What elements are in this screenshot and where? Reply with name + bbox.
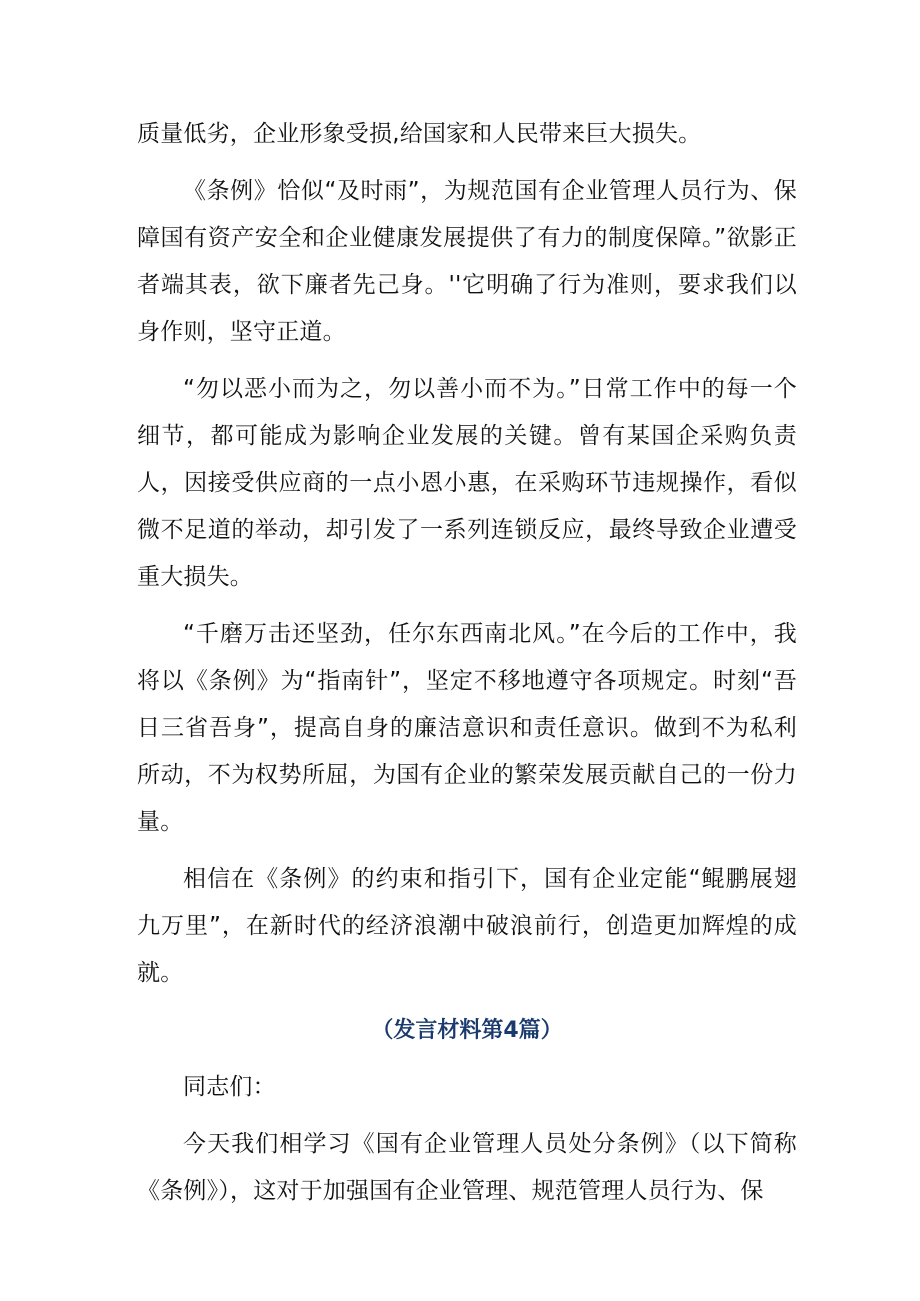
- paragraph-regulation-timely-rain: 《条例》恰似“及时雨”，为规范国有企业管理人员行为、保障国有资产安全和企业健康发展提供了有力的制度保障。”欲影正者端其表，欲下廉者先己身。''它明确了行为准则，要求我们以身作则，坚守正道。: [137, 178, 797, 345]
- paragraph-small-evils: “勿以恶小而为之，勿以善小而不为。”日常工作中的每一个细节，都可能成为影响企业发展的关键。曾有某国企采购负责人，因接受供应商的一点小恩小惠，在采购环节违规操作，看似微不足道的举动，却引发了一系列连锁反应，最终导致企业遭受重大损失。: [137, 376, 797, 590]
- paragraph-opening: 今天我们相学习《国有企业管理人员处分条例》（以下简称《条例》），这对于加强国有企业管理、规范管理人员行为、保: [137, 1131, 797, 1204]
- paragraph-steadfast: “千磨万击还坚劲，任尔东西南北风。”在今后的工作中，我将以《条例》为“指南针”，坚定不移地遵守各项规定。时刻“吾日三省吾身”，提高自身的廉洁意识和责任意识。做到不为私利所动，不为权势所屈，为国有企业的繁荣发展贡献自己的一份力量。: [137, 621, 797, 835]
- paragraph-continuation: 质量低劣，企业形象受损,给国家和人民带来巨大损失。: [137, 121, 702, 147]
- section-heading: （发言材料第4篇）: [371, 1018, 563, 1043]
- greeting: 同志们：: [183, 1074, 276, 1100]
- paragraph-conclusion: 相信在《条例》的约束和指引下，国有企业定能“鲲鹏展翅九万里”，在新时代的经济浪潮中破浪前行，创造更加辉煌的成就。: [137, 866, 797, 986]
- document-body: [137, 111, 797, 1225]
